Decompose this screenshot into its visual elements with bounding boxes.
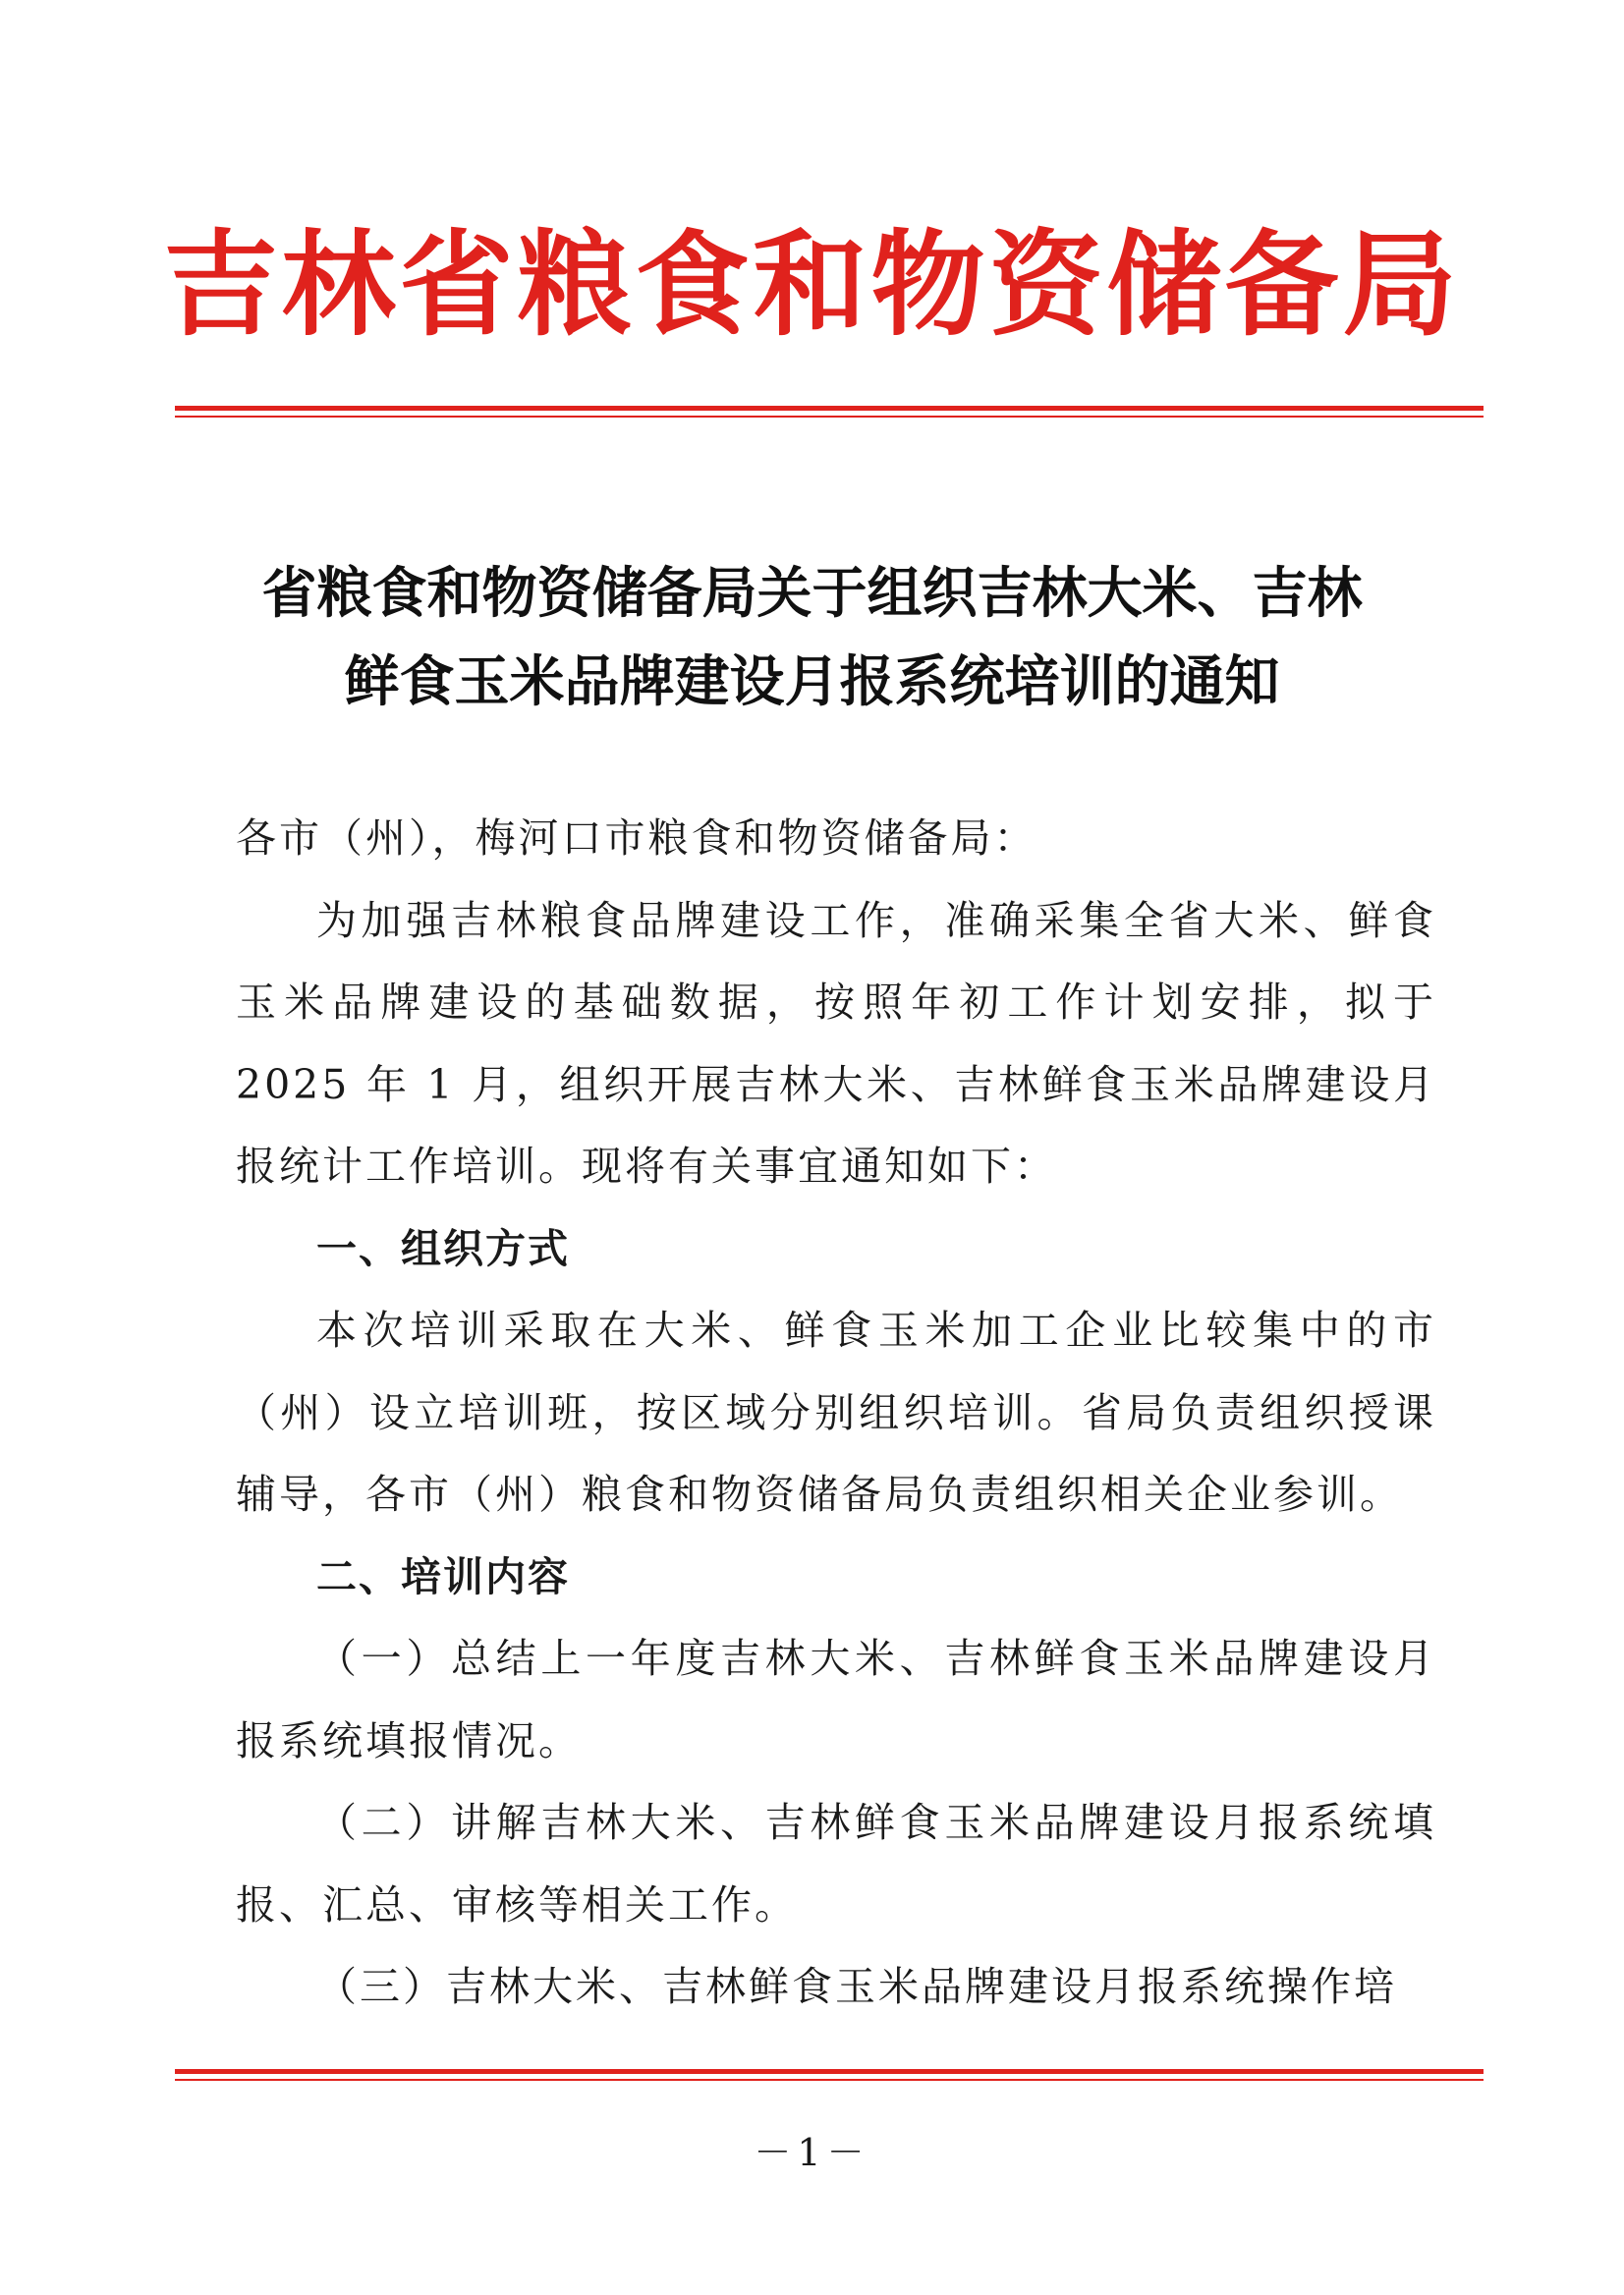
document-title-line-1: 省粮食和物资储备局关于组织吉林大米、吉林 xyxy=(261,562,1363,626)
page-number: －1－ xyxy=(754,2131,870,2174)
document-body xyxy=(236,798,1436,2029)
salutation: 各市（州），梅河口市粮食和物资储备局： xyxy=(236,814,1037,862)
section-1-body: 本次培训采取在大米、鲜食玉米加工企业比较集中的市（州）设立培训班，按区域分别组织培训。省局负责组织授课辅导，各市（州）粮食和物资储备局负责组织相关企业参训。 xyxy=(236,1307,1436,1518)
section-2-item-2: （二）讲解吉林大米、吉林鲜食玉米品牌建设月报系统填报、汇总、审核等相关工作。 xyxy=(236,1799,1436,1929)
header-red-rule-thin xyxy=(175,416,1484,418)
intro-paragraph: 为加强吉林粮食品牌建设工作，准确采集全省大米、鲜食玉米品牌建设的基础数据，按照年初工作计划安排，拟于 2025 年 1 月，组织开展吉林大米、吉林鲜食玉米品牌建设月报统计工作培训。现将有关事宜通知如下： xyxy=(236,896,1436,1190)
document-title xyxy=(0,550,1624,727)
section-2-heading: 二、培训内容 xyxy=(316,1552,570,1600)
footer-red-rule-thin xyxy=(175,2079,1484,2081)
section-2-item-1: （一）总结上一年度吉林大米、吉林鲜食玉米品牌建设月报系统填报情况。 xyxy=(236,1635,1436,1764)
footer-red-rule-thick xyxy=(175,2069,1484,2074)
section-1-heading: 一、组织方式 xyxy=(316,1224,570,1272)
header-red-rule-thick xyxy=(175,406,1484,411)
document-title-line-2: 鲜食玉米品牌建设月报系统培训的通知 xyxy=(344,650,1280,714)
section-2-item-3: （三）吉林大米、吉林鲜食玉米品牌建设月报系统操作培 xyxy=(316,1963,1397,2010)
agency-letterhead-title: 吉林省粮食和物资储备局 xyxy=(163,218,1461,352)
